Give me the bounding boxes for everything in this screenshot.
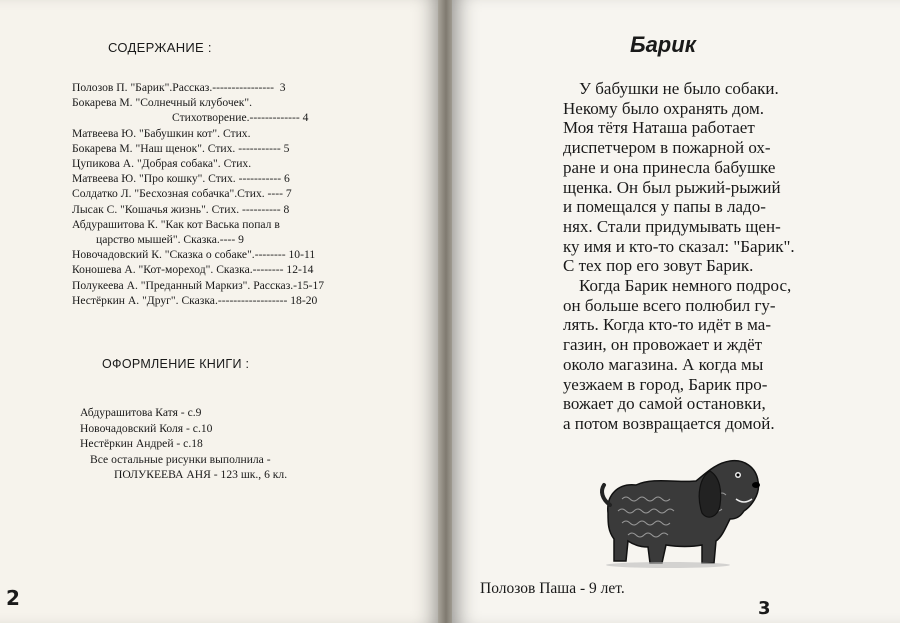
- toc-entry: Бокарева М. "Наш щенок". Стих. ----------- 5: [72, 141, 290, 155]
- table-of-contents: [72, 80, 392, 308]
- toc-entry: Лысак С. "Кошачья жизнь". Стих. ---------- 8: [72, 202, 290, 216]
- toc-entry: Новочадовский К. "Сказка о собаке".-------- 10-11: [72, 248, 316, 262]
- toc-entry: царство мышей". Сказка.---- 9: [96, 233, 244, 247]
- story-line: У бабушки не было собаки.: [579, 79, 779, 98]
- toc-entry: Нестёркин А. "Друг". Сказка.------------------ 18-20: [72, 293, 318, 307]
- credits-note: Все остальные рисунки выполнила -: [90, 452, 271, 466]
- story-text: [563, 79, 823, 434]
- credit-line: Новочадовский Коля - с.10: [80, 421, 213, 435]
- toc-entry: Коношева А. "Кот-мореход". Сказка.-------- 12-14: [72, 263, 314, 277]
- story-line: он больше всего полюбил гу-: [563, 295, 776, 315]
- story-line: лять. Когда кто-то идёт в ма-: [563, 315, 772, 335]
- toc-entry: Матвеева Ю. "Про кошку". Стих. ----------- 6: [72, 172, 290, 186]
- toc-entry: Полозов П. "Барик".Рассказ.---------------- 3: [72, 81, 286, 94]
- design-credits: [80, 405, 380, 483]
- dog-illustration-icon: [598, 455, 763, 570]
- toc-entry: Бокарева М. "Солнечный клубочек".: [72, 96, 253, 110]
- story-line: щенка. Он был рыжий-рыжий: [563, 177, 781, 197]
- credit-line: Нестёркин Андрей - с.18: [80, 437, 203, 450]
- toc-entry: Полукеева А. "Преданный Маркиз". Рассказ.-15-17: [72, 278, 325, 292]
- story-title: Барик: [630, 32, 696, 57]
- story-line: и помещался у папы в ладо-: [563, 197, 766, 217]
- design-credits-title: ОФОРМЛЕНИЕ КНИГИ :: [102, 357, 250, 371]
- story-author: Полозов Паша - 9 лет.: [480, 580, 625, 597]
- story-line: диспетчером в пожарной ох-: [563, 138, 771, 158]
- toc-entry: Стихотворение.------------- 4: [172, 111, 309, 125]
- story-line: около магазина. А когда мы: [563, 354, 764, 374]
- left-page: [0, 0, 440, 623]
- story-line: уезжаем в город, Барик про-: [563, 374, 768, 394]
- story-line: С тех пор его зовут Барик.: [563, 256, 754, 276]
- toc-title: СОДЕРЖАНИЕ :: [108, 40, 212, 55]
- story-line: вожает до самой остановки,: [563, 394, 766, 414]
- toc-entry: Солдатко Л. "Бесхозная собачка".Стих. ---- 7: [72, 187, 292, 201]
- story-line: нях. Стали придумывать щен-: [563, 216, 781, 236]
- toc-entry: Цупикова А. "Добрая собака". Стих.: [72, 157, 252, 171]
- story-line: ку имя и кто-то сказал: "Барик".: [563, 236, 795, 256]
- story-line: а потом возвращается домой.: [563, 413, 775, 433]
- credit-line: Абдурашитова Катя - с.9: [80, 406, 202, 419]
- story-line: Когда Барик немного подрос,: [579, 276, 792, 296]
- story-line: газин, он провожает и ждёт: [563, 335, 763, 355]
- story-line: Некому было охранять дом.: [563, 98, 765, 118]
- page-number-right: 3: [758, 598, 771, 619]
- toc-entry: Матвеева Ю. "Бабушкин кот". Стих.: [72, 126, 251, 140]
- story-line: ране и она принесла бабушке: [563, 157, 776, 177]
- story-line: Моя тётя Наташа работает: [563, 118, 755, 138]
- toc-entry: Абдурашитова К. "Как кот Васька попал в: [72, 217, 280, 231]
- credits-illustrator: ПОЛУКЕЕВА АНЯ - 123 шк., 6 кл.: [114, 468, 288, 481]
- page-number-left: 2: [6, 586, 20, 610]
